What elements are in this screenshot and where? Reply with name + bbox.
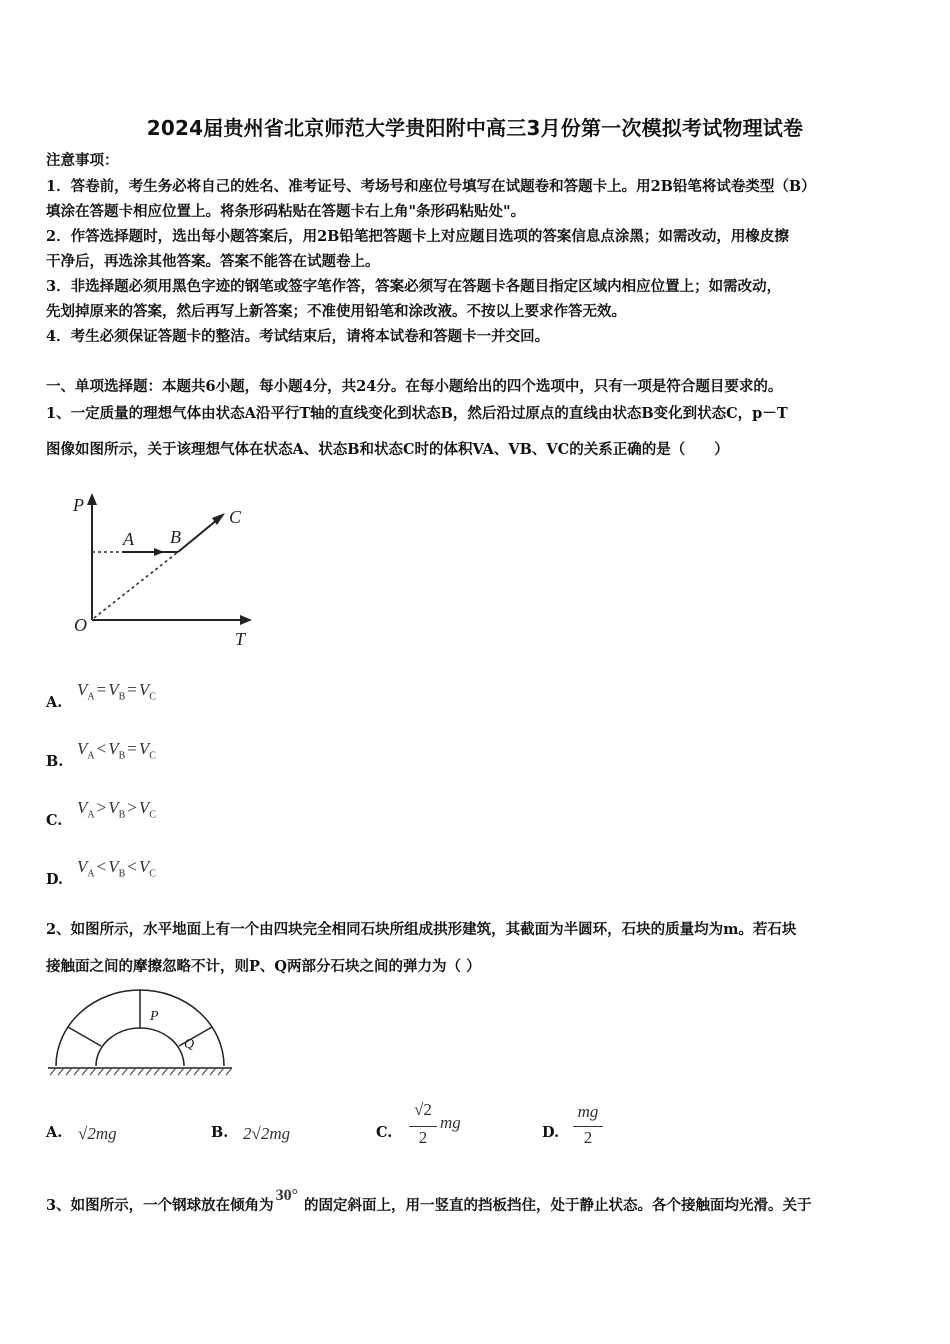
option-b-letter: B. [46,753,64,770]
option-a-expression: √2mg [78,1124,117,1143]
option-b-expression: 2√2mg [243,1124,291,1143]
option-d-fraction-bar [573,1126,603,1127]
section-heading: 一、单项选择题：本题共6小题，每小题4分，共24分。在每小题给出的四个选项中，只有一项是符合题目要求的。 [46,378,783,395]
question-2-line-2: 接触面之间的摩擦忽略不计，则P、Q两部分石块之间的弹力为（ ） [46,958,481,975]
option-c-denominator: 2 [418,1128,428,1147]
option-d-letter: D. [46,871,64,888]
notice-heading: 注意事项： [46,152,119,169]
notice-line: 1．答卷前，考生务必将自己的姓名、准考证号、考场号和座位号填写在试题卷和答题卡上。用2B铅笔将试卷类型（B） [46,178,816,195]
notice-line: 先划掉原来的答案，然后再写上新答案；不准使用铅笔和涂改液。不按以上要求作答无效。 [46,303,626,320]
option-a-expression: $V_A = V_B = V_C$ [77,680,156,703]
option-d-expression: $V_A < V_B < V_C$ [77,857,156,880]
point-b-label: B [170,527,181,547]
notice-line: 2．作答选择题时，选出每小题答案后，用2B铅笔把答题卡上对应题目选项的答案信息点涂黑；如需改动，用橡皮擦 [46,228,789,245]
axis-t-label: T [235,629,246,649]
notice-line: 3．非选择题必须用黑色字迹的钢笔或签字笔作答，答案必须写在答题卡各题目指定区域内相应位置上；如需改动， [46,278,782,295]
origin-label: O [74,615,87,635]
angle-value: 30° [275,1187,298,1204]
option-b-letter: B. [211,1124,229,1141]
notice-line: 干净后，再选涂其他答案。答案不能答在试题卷上。 [46,253,380,270]
option-a-letter: A. [46,694,63,711]
question-1-line-1: 1、一定质量的理想气体由状态A沿平行T轴的直线变化到状态B，然后沿过原点的直线由状态B变化到状态C，p－T [46,405,788,422]
page-title: 2024届贵州省北京师范大学贵阳附中高三3月份第一次模拟考试物理试卷 [146,116,804,140]
question-3-text-pre: 3、如图所示，一个钢球放在倾角为 [46,1197,274,1214]
axis-p-label: P [73,495,84,515]
question-1-line-2: 图像如图所示，关于该理想气体在状态A、状态B和状态C时的体积VA、VB、VC的关系正确的是（ ） [46,441,729,458]
point-c-label: C [229,507,242,527]
notice-line: 填涂在答题卡相应位置上。将条形码粘贴在答题卡右上角"条形码粘贴处"。 [46,203,526,220]
pt-graph [60,485,260,655]
arch-figure [44,985,234,1080]
option-c-expression: $V_A > V_B > V_C$ [77,798,156,821]
block-p-label: P [150,1009,159,1024]
block-q-label: Q [184,1037,195,1052]
question-3-text-post: 的固定斜面上，用一竖直的挡板挡住，处于静止状态。各个接触面均光滑。关于 [304,1197,812,1214]
option-a-letter: A. [46,1124,63,1141]
notice-line: 4．考生必须保证答题卡的整洁。考试结束后，请将本试卷和答题卡一并交回。 [46,328,550,345]
option-d-denominator: 2 [583,1128,593,1147]
option-c-tail: mg [440,1113,461,1132]
point-a-label: A [123,529,134,549]
option-c-numerator: √2 [414,1100,432,1119]
question-3-line-1 [46,1187,812,1215]
option-d-numerator: mg [577,1102,599,1121]
option-b-expression: $V_A < V_B = V_C$ [77,739,156,762]
option-c-letter: C. [376,1124,393,1141]
option-c-letter: C. [46,812,63,829]
option-d-letter: D. [542,1124,560,1141]
option-c-fraction-bar [409,1126,437,1127]
question-2-line-1: 2、如图所示，水平地面上有一个由四块完全相同石块所组成拱形建筑，其截面为半圆环，石块的质量均为m。若石块 [46,921,797,938]
